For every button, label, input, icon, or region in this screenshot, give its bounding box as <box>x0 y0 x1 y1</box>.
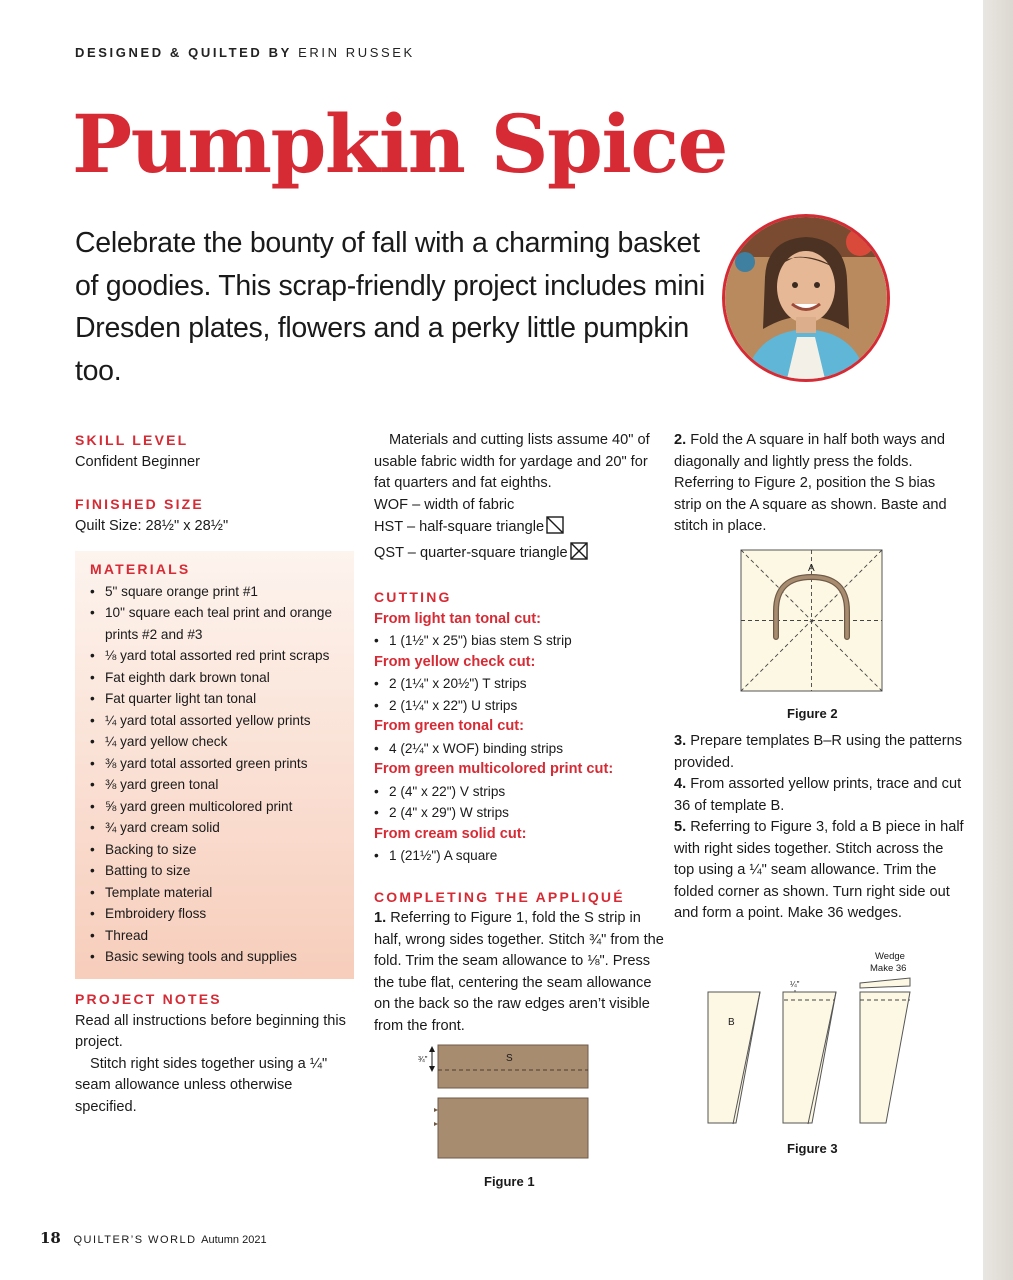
step-5-text: Referring to Figure 3, fold a B piece in half with right sides together. Stitch across the top using a ¼" seam allowance. Trim the folded corner as shown. Turn right side out and form a point. Make 36 wedges. <box>674 819 964 921</box>
cutting-item: • 2 (1¼" x 22") U strips <box>374 695 664 717</box>
step-5-number: 5. <box>674 819 687 835</box>
applique-step-1 <box>374 908 664 1037</box>
cutting-item: • 4 (2¼" x WOF) binding strips <box>374 738 664 760</box>
hst-icon <box>546 516 564 542</box>
figure-2-label: A <box>808 563 815 574</box>
step-1-text: Referring to Figure 1, fold the S strip in half, wrong sides together. Stitch ¾" from the fold. Trim the seam allowance to ⅛". Press the tube flat, centering the seam allowance on the back so the raw edges aren’t visible from the front. <box>374 910 664 1034</box>
cutting-list <box>374 609 664 867</box>
cutting-heading: CUTTING <box>374 589 452 605</box>
step-4 <box>674 774 964 817</box>
cutting-group-list <box>374 738 664 760</box>
figure-3-dim-label: ¼" <box>790 980 800 989</box>
cutting-group-title: From green multicolored print cut: <box>374 761 614 777</box>
steps-3-5 <box>674 731 964 925</box>
byline <box>75 45 415 60</box>
figure-3-b-label: B <box>728 1017 735 1028</box>
materials-item: • ¼ yard total assorted yellow prints <box>90 710 345 732</box>
column-3 <box>674 430 964 538</box>
figure-1-caption: Figure 1 <box>484 1174 535 1189</box>
finished-heading: FINISHED SIZE <box>75 496 204 512</box>
cutting-item: • 1 (1½" x 25") bias stem S strip <box>374 630 664 652</box>
step-2-text: Fold the A square in half both ways and diagonally and lightly press the folds. Referring to Figure 2, position the S bias strip on the A square as shown. Baste and stitch in place. <box>674 432 947 534</box>
article-title: Pumpkin Spice <box>72 97 727 191</box>
materials-item: • Batting to size <box>90 860 345 882</box>
figure-1-dim-label: ¾" <box>418 1055 428 1064</box>
cutting-group-title: From yellow check cut: <box>374 653 536 670</box>
applique-heading: COMPLETING THE APPLIQUÉ <box>374 888 625 905</box>
step-2 <box>674 430 964 538</box>
figure-1-diagram <box>412 1040 592 1162</box>
materials-list <box>90 581 345 968</box>
materials-item: • ⅝ yard green multicolored print <box>90 796 345 818</box>
materials-item: • ⅛ yard total assorted red print scraps <box>90 645 345 667</box>
materials-item: • Fat eighth dark brown tonal <box>90 667 345 689</box>
figure-2-caption: Figure 2 <box>787 706 838 721</box>
materials-item: • 5" square orange print #1 <box>90 581 345 603</box>
cutting-item: • 1 (21½") A square <box>374 845 664 867</box>
hst-definition: HST – half-square triangle <box>374 519 545 535</box>
materials-item: • ⅜ yard total assorted green prints <box>90 753 345 775</box>
figure-3-caption: Figure 3 <box>787 1141 838 1156</box>
step-4-number: 4. <box>674 776 687 792</box>
column-1 <box>75 430 355 537</box>
step-3 <box>674 731 964 774</box>
skill-value: Confident Beginner <box>75 453 200 470</box>
materials-item: • Backing to size <box>90 839 345 861</box>
cutting-group-title: From light tan tonal cut: <box>374 610 542 627</box>
step-2-number: 2. <box>674 432 687 448</box>
issue-date: Autumn 2021 <box>201 1234 267 1246</box>
qst-icon <box>570 542 588 568</box>
cutting-group-title: From green tonal cut: <box>374 718 524 734</box>
materials-item: • Fat quarter light tan tonal <box>90 688 345 710</box>
materials-item: • Thread <box>90 925 345 947</box>
figure-2-diagram <box>740 549 883 692</box>
column-2 <box>374 430 664 1037</box>
assumptions-text: Materials and cutting lists assume 40" of usable fabric width for yardage and 20" for fat quarters and fat eighths. <box>374 432 650 491</box>
step-5 <box>674 817 964 925</box>
magazine-name: QUILTER’S WORLD <box>73 1234 197 1246</box>
intro-text: Celebrate the bounty of fall with a charming basket of goodies. This scrap-friendly project includes mini Dresden plates, flowers and a perky little pumpkin too. <box>75 227 705 387</box>
page-number: 18 <box>40 1229 61 1247</box>
hst-row <box>374 516 664 542</box>
figure-1-strip-label: S <box>506 1053 513 1064</box>
step-4-text: From assorted yellow prints, trace and cut 36 of template B. <box>674 776 962 814</box>
byline-label: DESIGNED & QUILTED BY <box>75 45 292 60</box>
figure-3-diagram <box>700 948 930 1128</box>
step-3-text: Prepare templates B–R using the patterns provided. <box>674 733 962 771</box>
materials-item: • Basic sewing tools and supplies <box>90 946 345 968</box>
cutting-group-list <box>374 630 664 652</box>
cutting-item: • 2 (4" x 22") V strips <box>374 781 664 803</box>
materials-item: • Embroidery floss <box>90 903 345 925</box>
cutting-item: • 2 (1¼" x 20½") T strips <box>374 673 664 695</box>
notes-heading: PROJECT NOTES <box>75 991 222 1007</box>
finished-value: Quilt Size: 28½" x 28½" <box>75 517 229 534</box>
notes-paragraph-1: Read all instructions before beginning this project. <box>75 1012 346 1050</box>
project-notes <box>75 989 355 1118</box>
materials-heading: MATERIALS <box>90 561 191 577</box>
materials-item: • ⅜ yard green tonal <box>90 774 345 796</box>
cutting-group-list <box>374 781 664 824</box>
step-1-number: 1. <box>374 910 387 926</box>
designer-portrait <box>722 214 890 382</box>
cutting-item: • 2 (4" x 29") W strips <box>374 802 664 824</box>
notes-paragraph-2: Stitch right sides together using a ¼" seam allowance unless otherwise specified. <box>75 1055 328 1115</box>
materials-item: • ¼ yard yellow check <box>90 731 345 753</box>
cutting-group-title: From cream solid cut: <box>374 825 527 842</box>
figure-3-wedge-label: Wedge <box>875 951 905 962</box>
qst-row <box>374 542 664 568</box>
designer-name: ERIN RUSSEK <box>298 45 415 60</box>
page-gutter <box>983 0 1013 1280</box>
materials-item: • ¾ yard cream solid <box>90 817 345 839</box>
figure-3-make-label: Make 36 <box>870 963 907 974</box>
materials-item: • Template material <box>90 882 345 904</box>
wof-definition: WOF – width of fabric <box>374 496 515 513</box>
skill-heading: SKILL LEVEL <box>75 432 189 448</box>
materials-item: • 10" square each teal print and orange prints #2 and #3 <box>90 602 345 645</box>
qst-definition: QST – quarter-square triangle <box>374 544 568 561</box>
cutting-group-list <box>374 673 664 716</box>
cutting-group-list <box>374 845 664 867</box>
step-3-number: 3. <box>674 733 687 749</box>
materials-list-wrap <box>90 559 345 968</box>
page-footer <box>40 1229 267 1247</box>
